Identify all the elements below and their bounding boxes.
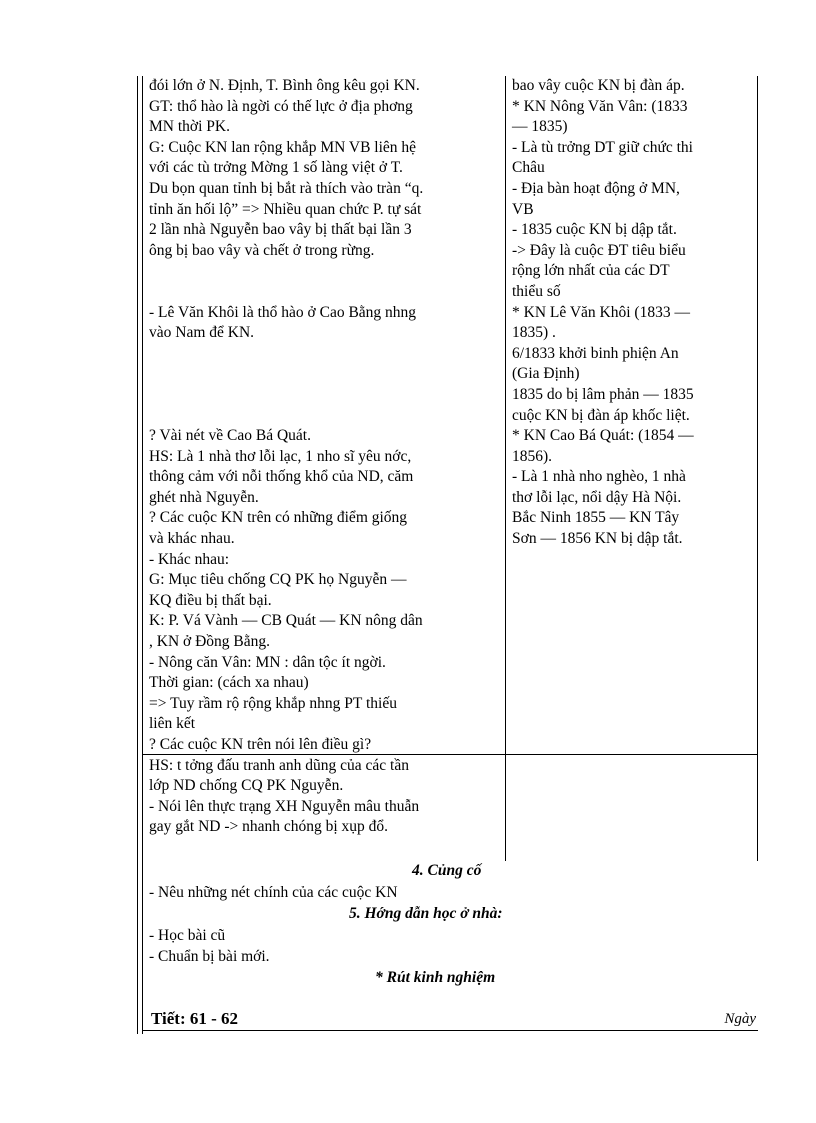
text-line: tỉnh ăn hối lộ” => Nhiều quan chức P. tự sát (149, 200, 422, 218)
text-line (149, 344, 499, 365)
text-line: KQ điều bị thất bại. (149, 591, 272, 609)
text-line: Sơn — 1856 KN bị dập tắt. (512, 530, 683, 548)
text-line: 2 lần nhà Nguyễn bao vây bị thất bại lần 3 (149, 221, 412, 239)
date-label: Ngày (724, 1011, 756, 1027)
text-line: ghét nhà Nguyễn. (149, 488, 259, 506)
text-line: HS: Là 1 nhà thơ lỗi lạc, 1 nho sĩ yêu nớc, (149, 447, 412, 465)
text-line: và khác nhau. (149, 530, 235, 548)
text-line: thơ lỗi lạc, nổi dậy Hà Nội. (512, 488, 682, 506)
text-line: * KN Lê Văn Khôi (1833 — (512, 303, 690, 321)
lesson-label: Tiết: 61 - 62 (151, 1009, 239, 1028)
text-line: cuộc KN bị đàn áp khốc liệt. (512, 406, 690, 424)
text-line: lớp ND chống CQ PK Nguyễn. (149, 777, 344, 795)
text-line: Du bọn quan tỉnh bị bắt rà thích vào tràn “q. (149, 179, 424, 197)
text-line: — 1835) (512, 118, 568, 136)
text-line: HS: t tởng đấu tranh anh dũng của các tần (149, 756, 409, 774)
text-line (149, 406, 499, 427)
rut-kinh-nghiem-heading: * Rút kinh nghiệm (375, 969, 496, 986)
text-line: , KN ở Đồng Bằng. (149, 633, 270, 651)
text-line: G: Cuộc KN lan rộng khắp MN VB liên hệ (149, 138, 417, 156)
text-line: VB (512, 200, 534, 218)
text-line: MN thời PK. (149, 118, 230, 136)
text-line: 6/1833 khởi binh phiện An (512, 344, 679, 362)
text-line (149, 282, 499, 303)
text-line: - Là 1 nhà nho nghèo, 1 nhà (512, 468, 686, 486)
text-line: * KN Nông Văn Vân: (1833 (512, 97, 688, 115)
text-line: - Khác nhau: (149, 550, 230, 568)
text-line: (Gia Định) (512, 365, 580, 383)
right-column (512, 76, 752, 550)
text-line (149, 385, 499, 406)
text-line: ? Vài nét về Cao Bá Quát. (149, 427, 311, 445)
text-line: 1835) . (512, 324, 556, 342)
text-line: Châu (512, 159, 545, 177)
huong-dan-item: - Chuẩn bị bài mới. (149, 948, 270, 965)
inner-left-border (142, 76, 143, 1034)
text-line: ? Các cuộc KN trên có những điểm giống (149, 509, 408, 527)
text-line: - Địa bàn hoạt động ở MN, (512, 179, 680, 197)
huong-dan-heading: 5. Hớng dẫn học ở nhà: (349, 905, 503, 922)
text-line: với các tù trởng Mờng 1 số làng việt ở T. (149, 159, 403, 177)
text-line (149, 261, 499, 282)
text-line: K: P. Vá Vành — CB Quát — KN nông dân (149, 612, 423, 630)
column-divider (505, 76, 506, 861)
text-line: thông cảm với nỗi thống khổ của ND, căm (149, 468, 414, 486)
text-line: - Là tù trởng DT giữ chức thi (512, 138, 693, 156)
text-line (149, 364, 499, 385)
text-line: GT: thổ hào là ngời có thế lực ở địa phơng (149, 97, 413, 115)
text-line: G: Mục tiêu chống CQ PK họ Nguyễn — (149, 571, 407, 589)
text-line: Bắc Ninh 1855 — KN Tây (512, 509, 680, 527)
text-line: Thời gian: (cách xa nhau) (149, 674, 309, 692)
text-line: ? Các cuộc KN trên nói lên điều gì? (149, 736, 372, 753)
text-line: gay gắt ND -> nhanh chóng bị xụp đổ. (149, 818, 389, 836)
text-line: ông bị bao vây và chết ở trong rừng. (149, 241, 375, 259)
text-line: - Nông căn Vân: MN : dân tộc ít ngời. (149, 653, 386, 671)
text-line: đói lớn ở N. Định, T. Bình ông kêu gọi KN. (149, 77, 420, 94)
right-border (757, 76, 758, 861)
cung-co-heading: 4. Củng cố (412, 862, 482, 879)
text-line: - 1835 cuộc KN bị dập tắt. (512, 221, 677, 239)
text-line: 1835 do bị lâm phản — 1835 (512, 385, 694, 403)
text-line: rộng lớn nhất của các DT (512, 262, 670, 280)
left-column (149, 76, 499, 838)
text-line: 1856). (512, 447, 553, 465)
bottom-border (142, 1030, 758, 1031)
text-line: - Lê Văn Khôi là thổ hào ở Cao Bằng nhng (149, 303, 417, 321)
cung-co-line: - Nêu những nét chính của các cuộc KN (149, 884, 398, 901)
text-line: -> Đây là cuộc ĐT tiêu biểu (512, 241, 686, 259)
text-line: thiểu số (512, 282, 561, 300)
text-line: liên kết (149, 715, 196, 733)
outer-left-border (137, 76, 138, 1034)
huong-dan-item: - Học bài cũ (149, 927, 226, 944)
text-line: - Nói lên thực trạng XH Nguyễn mâu thuẫn (149, 797, 420, 815)
text-line: bao vây cuộc KN bị đàn áp. (512, 77, 685, 94)
text-line: => Tuy rầm rộ rộng khắp nhng PT thiếu (149, 694, 397, 712)
text-line: vào Nam để KN. (149, 324, 255, 342)
text-line: * KN Cao Bá Quát: (1854 — (512, 427, 694, 445)
